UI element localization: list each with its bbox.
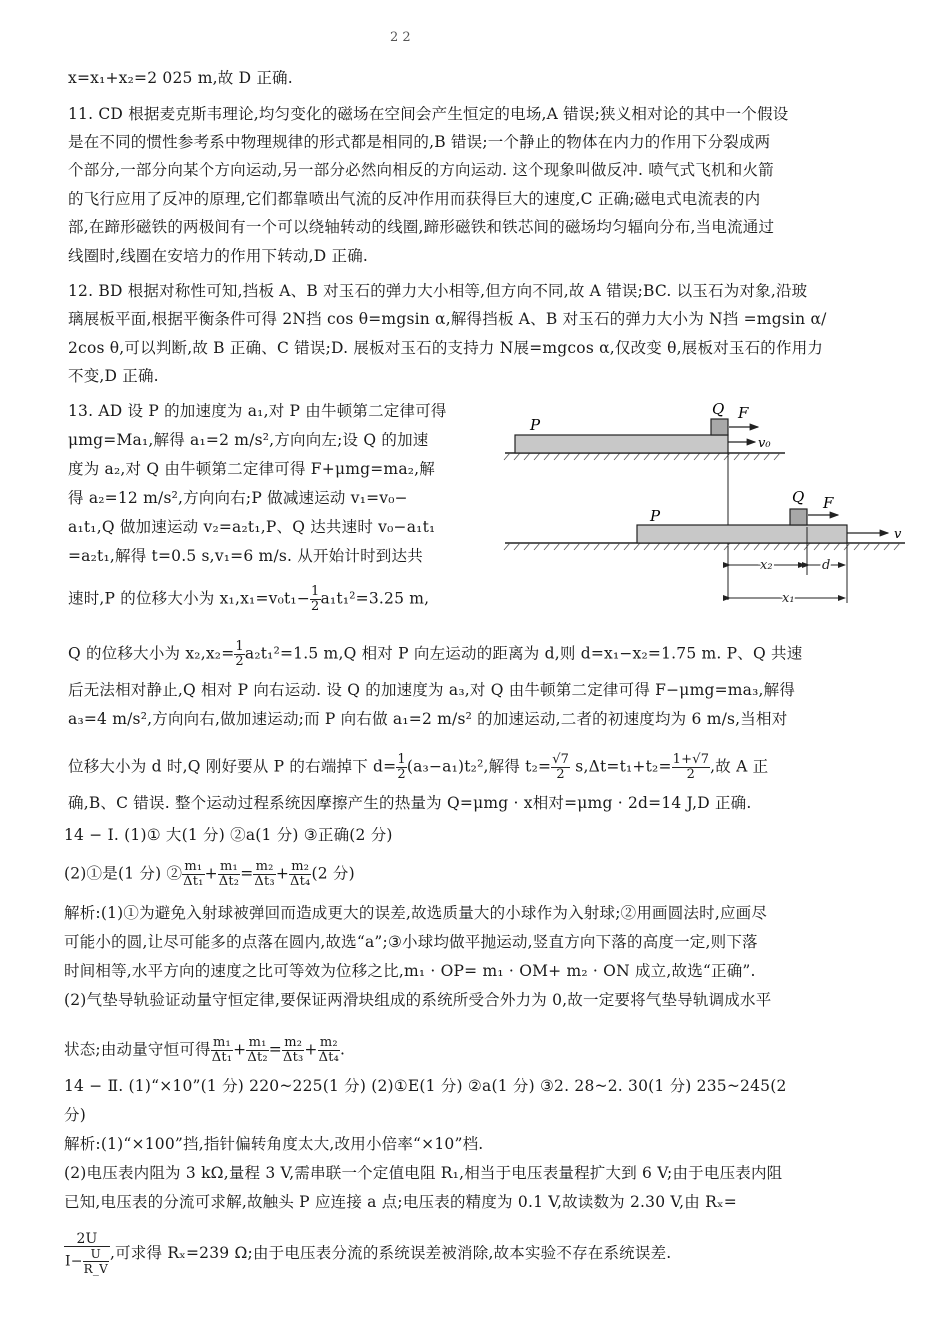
- text-line: =a₂t₁,解得 t=0.5 s,v₁=6 m/s. 从开始计时到达共: [68, 547, 423, 565]
- text-line: 速时,P 的位移大小为 x₁,x₁=v₀t₁− $\frac{1}{2}$ a₁t₁²=3.25 m,: [68, 584, 430, 614]
- fraction: $\frac{\text{m₂}}{\text{Δt₄}}$: [318, 1035, 340, 1065]
- text-line: 2U I− $\frac{U}{R\_V}$ ,可求得 Rₓ=239 Ω;由于电压表分流的系统误差被消除,故本实验不存在系统误差.: [65, 1231, 672, 1276]
- board-p-top: [515, 435, 728, 453]
- text-line: 解析:(1)①为避免入射球被弹回而造成更大的误差,故选质量大的小球作为入射球;②用画圆法时,应画尽: [64, 904, 768, 922]
- fraction: $\frac{\text{m₂}}{\text{Δt₃}}$: [254, 859, 275, 889]
- text-line: (2)①是(1 分) ② $\frac{\text{m₁}}{\text{Δt₁}}$ + $\frac{\text{m₁}}{\text{Δt₂}}$ = $\frac{\text{m₂}}{\text{Δt₃}}$ + $\frac{\text{m₂}}{\text{Δt₄}}$ (2 分): [64, 859, 355, 889]
- block-q-top: [711, 419, 728, 435]
- text-line: (2)电压表内阻为 3 kΩ,量程 3 V,需串联一个定值电阻 R₁,相当于电压表量程扩大到 6 V;由于电压表内阻: [64, 1164, 783, 1182]
- text-line: 确,B、C 错误. 整个运动过程系统因摩擦产生的热量为 Q=μmg · x相对=μmg · 2d=14 J,D 正确.: [68, 794, 752, 812]
- label-p-bottom: P: [650, 507, 661, 525]
- fraction: $\frac{U}{R\_V}$: [83, 1247, 108, 1276]
- label-x1: x₁: [782, 591, 795, 606]
- text-line: 时间相等,水平方向的速度之比可等效为位移之比,m₁ · OP= m₁ · OM+ m₂ · ON 成立,故选“正确”.: [64, 962, 756, 980]
- top-cropped-fragment: 2 2: [390, 30, 411, 45]
- fraction: $\frac{\text{m₁}}{\text{Δt₁}}$: [211, 1035, 233, 1065]
- fraction: $\frac{1}{2}$: [235, 639, 244, 669]
- text-line: 解析:(1)“×100”挡,指针偏转角度太大,改用小倍率“×10”档.: [64, 1135, 484, 1153]
- label-q-bottom: Q: [792, 488, 805, 506]
- fraction: $\frac{1}{2}$: [397, 752, 406, 782]
- ground-hatch: [504, 543, 900, 550]
- text-line: 位移大小为 d 时,Q 刚好要从 P 的右端掉下 d= $\frac{1}{2}$ (a₃−a₁)t₂²,解得 t₂= $\frac{√7}{2}$ s,Δt=t₁+t₂= $\frac{1+√7}{2}$ ,故 A 正: [68, 752, 769, 782]
- text-line: 得 a₂=12 m/s²,方向向右;P 做减速运动 v₁=v₀−: [68, 489, 408, 507]
- text-line: 部,在蹄形磁铁的两极间有一个可以绕轴转动的线圈,蹄形磁铁和铁芯间的磁场均匀辐向分布,当电流通过: [68, 218, 775, 236]
- block-q-bottom: [790, 509, 807, 525]
- text-line: 度为 a₂,对 Q 由牛顿第二定律可得 F+μmg=ma₂,解: [68, 460, 435, 478]
- text-line: x=x₁+x₂=2 025 m,故 D 正确.: [68, 69, 293, 87]
- text-line: 分): [64, 1106, 86, 1124]
- text-line: 14 − Ⅰ. (1)① 大(1 分) ②a(1 分) ③正确(2 分): [64, 826, 393, 844]
- fraction: $\frac{\text{m₁}}{\text{Δt₁}}$: [183, 859, 204, 889]
- text-line: 是在不同的惯性参考系中物理规律的形式都是相同的,B 错误;一个静止的物体在内力的作用下分裂成两: [68, 133, 771, 151]
- text-line: 的飞行应用了反冲的原理,它们都靠喷出气流的反冲作用而获得巨大的速度,C 正确;磁电式电流表的内: [68, 190, 761, 208]
- fraction: $\frac{\text{m₂}}{\text{Δt₄}}$: [290, 859, 311, 889]
- text-line: 11. CD 根据麦克斯韦理论,均匀变化的磁场在空间会产生恒定的电场,A 错误;狭义相对论的其中一个假设: [68, 105, 789, 123]
- text-line: 12. BD 根据对称性可知,挡板 A、B 对玉石的弹力大小相等,但方向不同,故 A 错误;BC. 以玉石为对象,沿玻: [68, 282, 808, 300]
- label-x2: x₂: [760, 558, 773, 573]
- board-p-bottom: [637, 525, 847, 543]
- fraction: 2U I− $\frac{U}{R\_V}$: [65, 1231, 108, 1276]
- text-line: 14 − Ⅱ. (1)“×10”(1 分) 220~225(1 分) (2)①E(1 分) ②a(1 分) ③2. 28~2. 30(1 分) 235~245(2: [64, 1077, 787, 1095]
- label-v0: v₀: [758, 436, 771, 451]
- label-p-top: P: [530, 416, 541, 434]
- fraction: $\frac{1}{2}$: [311, 584, 320, 614]
- label-v: v: [894, 527, 902, 542]
- motion-diagram: [500, 390, 920, 615]
- text-line: 状态;由动量守恒可得 $\frac{\text{m₁}}{\text{Δt₁}}$ + $\frac{\text{m₁}}{\text{Δt₂}}$ = $\frac{\text{m₂}}{\text{Δt₃}}$ + $\frac{\text{m₂}}{\text{Δt₄}}$ .: [64, 1035, 346, 1065]
- text-line: 后无法相对静止,Q 相对 P 向右运动. 设 Q 的加速度为 a₃,对 Q 由牛顿第二定律可得 F−μmg=ma₃,解得: [68, 681, 796, 699]
- text-line: a₃=4 m/s²,方向向右,做加速运动;而 P 向右做 a₁=2 m/s² 的加速运动,二者的初速度均为 6 m/s,当相对: [68, 710, 788, 728]
- text-line: (2)气垫导轨验证动量守恒定律,要保证两滑块组成的系统所受合外力为 0,故一定要将气垫导轨调成水平: [64, 991, 772, 1009]
- text-line: Q 的位移大小为 x₂,x₂= $\frac{1}{2}$ a₂t₁²=1.5 m,Q 相对 P 向左运动的距离为 d,则 d=x₁−x₂=1.75 m. P、Q 共速: [68, 639, 803, 669]
- label-f-top: F: [738, 404, 749, 422]
- text-line: 个部分,一部分向某个方向运动,另一部分必然向相反的方向运动. 这个现象叫做反冲. 喷气式飞机和火箭: [68, 161, 774, 179]
- text-line: 13. AD 设 P 的加速度为 a₁,对 P 由牛顿第二定律可得: [68, 402, 447, 420]
- fraction: $\frac{\text{m₁}}{\text{Δt₂}}$: [218, 859, 240, 889]
- text-line: 线圈时,线圈在安培力的作用下转动,D 正确.: [68, 247, 369, 265]
- label-q-top: Q: [712, 400, 725, 418]
- ground-hatch: [504, 453, 780, 460]
- text-line: a₁t₁,Q 做加速运动 v₂=a₂t₁,P、Q 达共速时 v₀−a₁t₁: [68, 518, 436, 536]
- text-line: 已知,电压表的分流可求解,故触头 P 应连接 a 点;电压表的精度为 0.1 V,故读数为 2.30 V,由 Rₓ=: [64, 1193, 737, 1211]
- label-f-bottom: F: [823, 494, 834, 512]
- text-line: 不变,D 正确.: [68, 367, 159, 385]
- fraction: $\frac{√7}{2}$: [552, 752, 570, 782]
- text-line: μmg=Ma₁,解得 a₁=2 m/s²,方向向左;设 Q 的加速: [68, 431, 429, 449]
- text-line: 2cos θ,可以判断,故 B 正确、C 错误;D. 展板对玉石的支持力 N展=mgcos α,仅改变 θ,展板对玉石的作用力: [68, 339, 824, 357]
- fraction: $\frac{1+√7}{2}$: [672, 752, 710, 782]
- text-line: 可能小的圆,让尽可能多的点落在圆内,故选“a”;③小球均做平抛运动,竖直方向下落的高度一定,则下落: [64, 933, 758, 951]
- fraction: $\frac{\text{m₂}}{\text{Δt₃}}$: [282, 1035, 304, 1065]
- fraction: $\frac{\text{m₁}}{\text{Δt₂}}$: [247, 1035, 268, 1065]
- text-line: 璃展板平面,根据平衡条件可得 2N挡 cos θ=mgsin α,解得挡板 A、B 对玉石的弹力大小为 N挡 =mgsin α/: [68, 310, 827, 328]
- label-d: d: [822, 558, 831, 573]
